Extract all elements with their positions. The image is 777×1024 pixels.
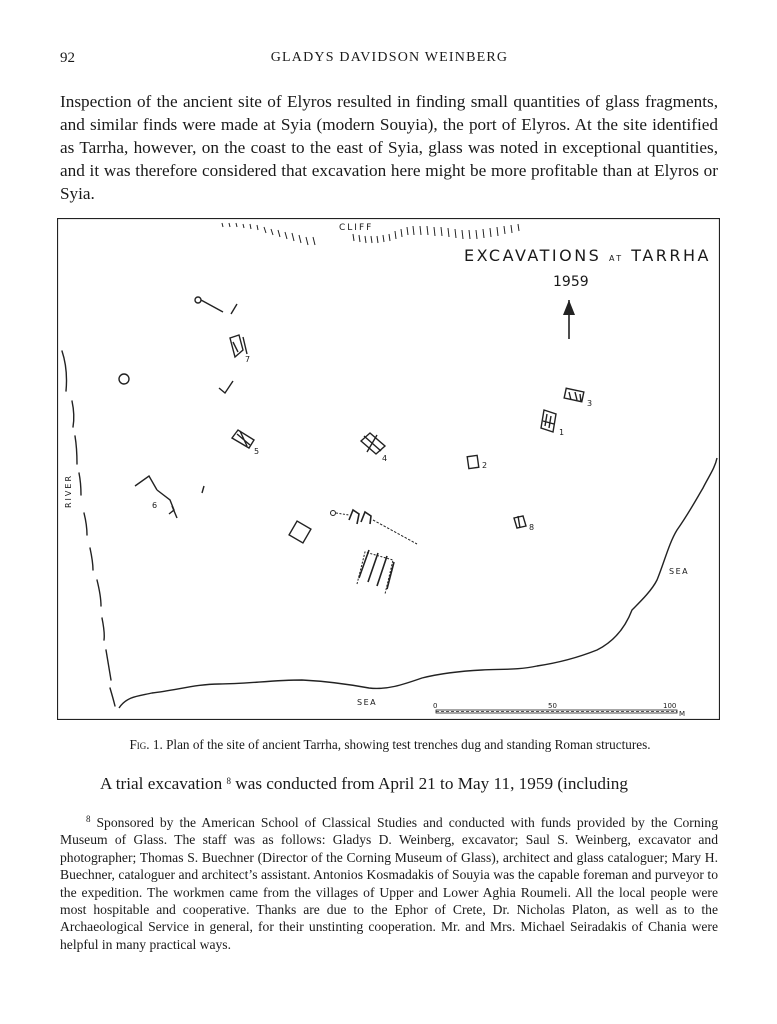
trench-label-6: 6	[152, 501, 158, 510]
river-label: RIVER	[64, 473, 73, 508]
site-features	[119, 297, 584, 594]
map-frame	[58, 219, 720, 720]
trench-label-8: 8	[529, 523, 535, 532]
standing-structure-circle	[119, 374, 129, 384]
trench-5	[232, 430, 254, 448]
standing-structure-nw	[195, 297, 237, 314]
scale-tick-50: 50	[548, 702, 557, 710]
scale-unit: M	[679, 710, 686, 718]
standing-structure-mark	[202, 486, 204, 493]
trench-label-5: 5	[254, 447, 260, 456]
intro-paragraph: Inspection of the ancient site of Elyros resulted in finding small quantities of glass fragments, and similar finds were made at Syia (modern Souyia), the port of Elyros. At the site identified as Tarrha, however, on the coast to the east of Syia, glass was noted in exceptional quantities, and it was therefore considered that excavation here might be more profitable than at Elyros or Syia.	[60, 92, 718, 203]
footnote-reference[interactable]: 8	[226, 776, 231, 786]
cliff-label: CLIFF	[339, 223, 374, 233]
trench-label-3: 3	[587, 399, 593, 408]
coastline	[119, 458, 717, 708]
page-number: 92	[60, 50, 75, 66]
footnote-number: 8	[86, 814, 91, 824]
trench-label-7: 7	[245, 355, 251, 364]
trench-label-4: 4	[382, 454, 388, 463]
roman-structure-long-building	[331, 510, 418, 544]
trench-8	[514, 516, 526, 528]
river-line	[62, 351, 115, 706]
trench-label-1: 1	[559, 428, 565, 437]
trench-6	[135, 476, 177, 518]
footnote-text: Sponsored by the American School of Classical Studies and conducted with funds provided by the Corning Museum of Glass. The staff was as follows: Gladys D. Weinberg, excavator; Saul S. Weinberg, excavator and photographer; Thomas S. Buechner (Director of the Corning Museum of Glass), architect and glass cataloguer; Mary H. Buechner, cataloguer and architect’s assistant. Antonios Kosmadakis of Souyia was the capable foreman and purveyor to the expedition. The workmen came from the villages of Upper and Lower Aghia Roumeli. All the local people were most hospitable and cooperative. Thanks are due to the Ephor of Crete, Dr. Nicholas Platon, as well as to the Archaeological Service in general, for their unstinting cooperation. Mr. and Mrs. Michael Seiradakis of Chania were helpful in many practical ways.	[60, 815, 718, 952]
site-plan-map	[57, 218, 720, 720]
footnote-8	[60, 814, 718, 953]
trial-excavation-text-end: was conducted from April 21 to May 11, 1959 (including	[230, 774, 628, 793]
figure-caption-text: Plan of the site of ancient Tarrha, showing test trenches dug and standing Roman structures.	[162, 737, 651, 752]
running-head	[60, 50, 719, 72]
trial-excavation-text-start: A trial excavation	[100, 774, 223, 793]
map-title: EXCAVATIONS AT TARRHA	[464, 246, 711, 265]
scale-tick-0: 0	[433, 702, 438, 710]
trench-4	[361, 433, 385, 454]
north-arrow-icon	[563, 300, 575, 339]
trench-7	[230, 335, 247, 357]
site-plan-figure	[57, 218, 720, 720]
trial-excavation-paragraph	[60, 772, 718, 795]
trench-2	[467, 455, 479, 468]
figure-caption-label: Fig. 1.	[129, 737, 163, 752]
scale-tick-100: 100	[663, 702, 677, 710]
map-year: 1959	[553, 274, 589, 290]
standing-structure-check	[219, 381, 233, 393]
trench-label-2: 2	[482, 461, 488, 470]
trench-3	[564, 388, 584, 402]
trench-1	[541, 410, 556, 432]
standing-structure-square	[289, 521, 311, 543]
figure-caption	[60, 736, 720, 754]
running-title: GLADYS DAVIDSON WEINBERG	[270, 50, 509, 65]
sea-east-label: SEA	[669, 567, 690, 576]
sea-south-label: SEA	[357, 698, 378, 707]
scale-bar	[433, 702, 685, 718]
roman-structure-large-building	[357, 550, 394, 594]
